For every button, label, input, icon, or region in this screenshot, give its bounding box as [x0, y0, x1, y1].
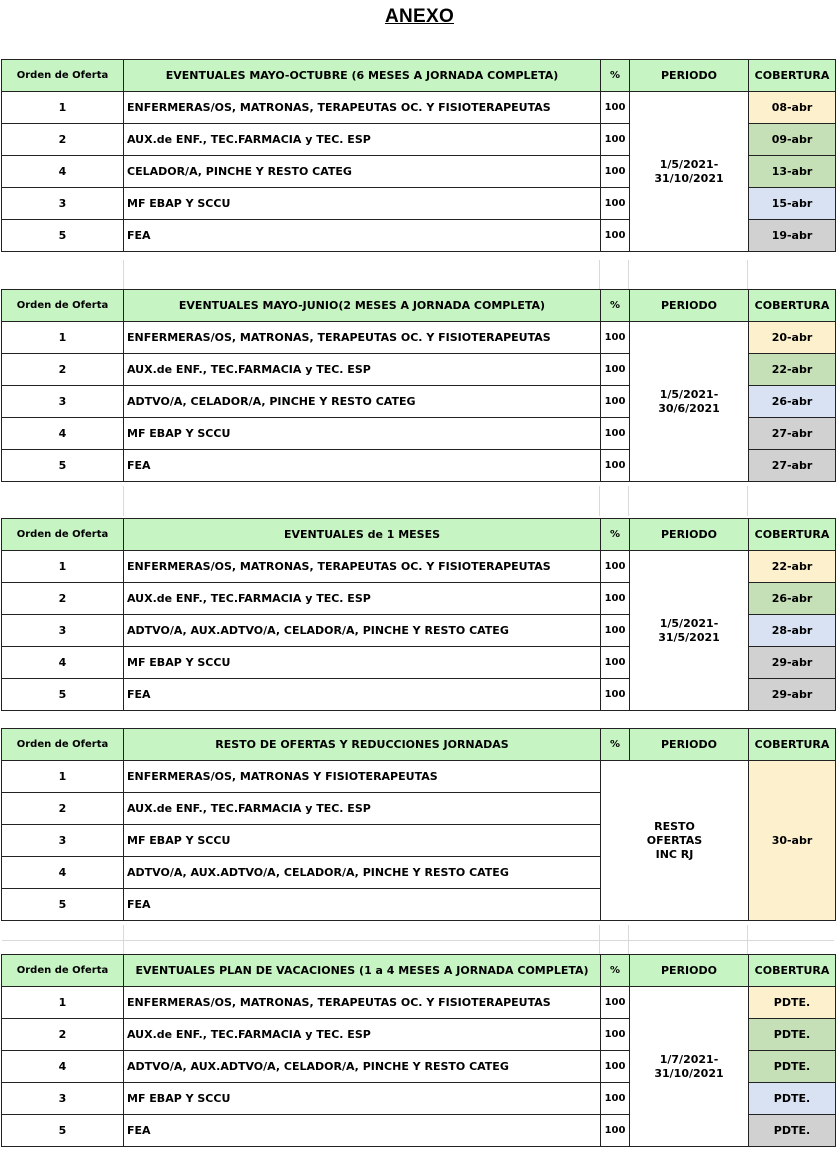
category-cell: FEA — [124, 450, 601, 482]
order-cell: 3 — [2, 825, 124, 857]
pct-cell: 100 — [601, 354, 630, 386]
header-coverage: COBERTURA — [749, 519, 836, 551]
category-cell: CELADOR/A, PINCHE Y RESTO CATEG — [124, 156, 601, 188]
pct-cell: 100 — [601, 551, 630, 583]
pct-cell: 100 — [601, 188, 630, 220]
grid-line — [599, 486, 600, 516]
offer-table — [1, 954, 836, 1147]
pct-cell: 100 — [601, 1115, 630, 1147]
grid-line — [628, 260, 629, 290]
offer-table — [1, 518, 836, 711]
category-cell: FEA — [124, 220, 601, 252]
coverage-cell: 13-abr — [749, 156, 836, 188]
order-cell: 4 — [2, 156, 124, 188]
category-cell: FEA — [124, 679, 601, 711]
order-cell: 4 — [2, 1051, 124, 1083]
header-heading: EVENTUALES MAYO-JUNIO(2 MESES A JORNADA COMPLETA) — [124, 290, 601, 322]
order-cell: 1 — [2, 551, 124, 583]
table-row — [2, 551, 836, 583]
period-cell: 1/7/2021-31/10/2021 — [630, 987, 749, 1147]
order-cell: 1 — [2, 761, 124, 793]
table-row — [2, 761, 836, 793]
category-cell: AUX.de ENF., TEC.FARMACIA y TEC. ESP — [124, 793, 601, 825]
table-header-row — [2, 519, 836, 551]
header-order: Orden de Oferta — [2, 60, 124, 92]
table-header-row — [2, 60, 836, 92]
category-cell: ENFERMERAS/OS, MATRONAS, TERAPEUTAS OC. Y FISIOTERAPEUTAS — [124, 987, 601, 1019]
table-row — [2, 322, 836, 354]
order-cell: 4 — [2, 647, 124, 679]
order-cell: 1 — [2, 92, 124, 124]
category-cell: AUX.de ENF., TEC.FARMACIA y TEC. ESP — [124, 583, 601, 615]
offer-table — [1, 728, 836, 921]
coverage-cell: 20-abr — [749, 322, 836, 354]
coverage-cell: 27-abr — [749, 450, 836, 482]
coverage-cell: 15-abr — [749, 188, 836, 220]
pct-cell: 100 — [601, 583, 630, 615]
header-period: PERIODO — [630, 290, 749, 322]
table-row — [2, 987, 836, 1019]
header-heading: EVENTUALES PLAN DE VACACIONES (1 a 4 MESES A JORNADA COMPLETA) — [124, 955, 601, 987]
coverage-cell: 28-abr — [749, 615, 836, 647]
category-cell: AUX.de ENF., TEC.FARMACIA y TEC. ESP — [124, 124, 601, 156]
grid-line — [2, 940, 834, 941]
header-heading: EVENTUALES de 1 MESES — [124, 519, 601, 551]
order-cell: 1 — [2, 322, 124, 354]
offer-table — [1, 289, 836, 482]
header-pct: % — [601, 955, 630, 987]
table-header-row — [2, 729, 836, 761]
grid-line — [599, 260, 600, 290]
order-cell: 5 — [2, 679, 124, 711]
order-cell: 5 — [2, 889, 124, 921]
pct-cell: 100 — [601, 418, 630, 450]
pct-cell: 100 — [601, 987, 630, 1019]
pct-cell: 100 — [601, 386, 630, 418]
category-cell: ADTVO/A, AUX.ADTVO/A, CELADOR/A, PINCHE Y RESTO CATEG — [124, 615, 601, 647]
coverage-cell: 29-abr — [749, 679, 836, 711]
header-pct: % — [601, 60, 630, 92]
pct-cell: 100 — [601, 220, 630, 252]
order-cell: 3 — [2, 188, 124, 220]
order-cell: 1 — [2, 987, 124, 1019]
coverage-cell: PDTE. — [749, 1115, 836, 1147]
header-heading: RESTO DE OFERTAS Y REDUCCIONES JORNADAS — [124, 729, 601, 761]
order-cell: 2 — [2, 1019, 124, 1051]
header-coverage: COBERTURA — [749, 290, 836, 322]
category-cell: AUX.de ENF., TEC.FARMACIA y TEC. ESP — [124, 354, 601, 386]
header-order: Orden de Oferta — [2, 729, 124, 761]
category-cell: FEA — [124, 889, 601, 921]
grid-line — [747, 260, 748, 290]
header-heading: EVENTUALES MAYO-OCTUBRE (6 MESES A JORNADA COMPLETA) — [124, 60, 601, 92]
coverage-cell: 08-abr — [749, 92, 836, 124]
pct-cell: 100 — [601, 615, 630, 647]
header-pct: % — [601, 729, 630, 761]
coverage-cell: 22-abr — [749, 551, 836, 583]
pct-cell: 100 — [601, 679, 630, 711]
order-cell: 2 — [2, 124, 124, 156]
header-pct: % — [601, 290, 630, 322]
table-row — [2, 92, 836, 124]
header-period: PERIODO — [630, 955, 749, 987]
order-cell: 2 — [2, 354, 124, 386]
coverage-cell: PDTE. — [749, 1051, 836, 1083]
category-cell: MF EBAP Y SCCU — [124, 647, 601, 679]
grid-line — [123, 260, 124, 290]
grid-line — [628, 486, 629, 516]
order-cell: 3 — [2, 1083, 124, 1115]
order-cell: 5 — [2, 1115, 124, 1147]
category-cell: AUX.de ENF., TEC.FARMACIA y TEC. ESP — [124, 1019, 601, 1051]
offer-table — [1, 59, 836, 252]
pct-cell: 100 — [601, 1083, 630, 1115]
category-cell: ENFERMERAS/OS, MATRONAS, TERAPEUTAS OC. Y FISIOTERAPEUTAS — [124, 92, 601, 124]
category-cell: ENFERMERAS/OS, MATRONAS, TERAPEUTAS OC. Y FISIOTERAPEUTAS — [124, 551, 601, 583]
coverage-cell: 27-abr — [749, 418, 836, 450]
header-period: PERIODO — [630, 729, 749, 761]
coverage-cell: PDTE. — [749, 987, 836, 1019]
header-order: Orden de Oferta — [2, 290, 124, 322]
coverage-cell: PDTE. — [749, 1083, 836, 1115]
category-cell: ENFERMERAS/OS, MATRONAS, TERAPEUTAS OC. Y FISIOTERAPEUTAS — [124, 322, 601, 354]
category-cell: FEA — [124, 1115, 601, 1147]
pct-cell: 100 — [601, 124, 630, 156]
pct-cell: 100 — [601, 92, 630, 124]
pct-cell: 100 — [601, 1051, 630, 1083]
page-title: ANEXO — [384, 6, 455, 27]
table-header-row — [2, 290, 836, 322]
category-cell: MF EBAP Y SCCU — [124, 418, 601, 450]
order-cell: 5 — [2, 450, 124, 482]
pct-cell: 100 — [601, 1019, 630, 1051]
period-cell: 1/5/2021-31/5/2021 — [630, 551, 749, 711]
header-order: Orden de Oferta — [2, 955, 124, 987]
header-order: Orden de Oferta — [2, 519, 124, 551]
period-cell: 1/5/2021-31/10/2021 — [630, 92, 749, 252]
order-cell: 3 — [2, 386, 124, 418]
category-cell: ADTVO/A, AUX.ADTVO/A, CELADOR/A, PINCHE Y RESTO CATEG — [124, 1051, 601, 1083]
pct-cell: 100 — [601, 156, 630, 188]
grid-line — [747, 486, 748, 516]
coverage-cell: 19-abr — [749, 220, 836, 252]
header-coverage: COBERTURA — [749, 729, 836, 761]
header-coverage: COBERTURA — [749, 955, 836, 987]
pct-cell: 100 — [601, 322, 630, 354]
header-period: PERIODO — [630, 60, 749, 92]
coverage-cell: 30-abr — [749, 761, 836, 921]
header-pct: % — [601, 519, 630, 551]
table-header-row — [2, 955, 836, 987]
pct-cell: 100 — [601, 450, 630, 482]
header-period: PERIODO — [630, 519, 749, 551]
header-coverage: COBERTURA — [749, 60, 836, 92]
pct-cell: 100 — [601, 647, 630, 679]
coverage-cell: 22-abr — [749, 354, 836, 386]
category-cell: MF EBAP Y SCCU — [124, 188, 601, 220]
coverage-cell: 29-abr — [749, 647, 836, 679]
order-cell: 4 — [2, 418, 124, 450]
category-cell: ADTVO/A, CELADOR/A, PINCHE Y RESTO CATEG — [124, 386, 601, 418]
category-cell: ENFERMERAS/OS, MATRONAS Y FISIOTERAPEUTAS — [124, 761, 601, 793]
coverage-cell: 26-abr — [749, 386, 836, 418]
category-cell: MF EBAP Y SCCU — [124, 825, 601, 857]
grid-line — [123, 486, 124, 516]
coverage-cell: 09-abr — [749, 124, 836, 156]
order-cell: 2 — [2, 793, 124, 825]
coverage-cell: PDTE. — [749, 1019, 836, 1051]
category-cell: MF EBAP Y SCCU — [124, 1083, 601, 1115]
period-cell: RESTO OFERTAS INC RJ — [601, 761, 749, 921]
order-cell: 3 — [2, 615, 124, 647]
category-cell: ADTVO/A, AUX.ADTVO/A, CELADOR/A, PINCHE Y RESTO CATEG — [124, 857, 601, 889]
coverage-cell: 26-abr — [749, 583, 836, 615]
order-cell: 2 — [2, 583, 124, 615]
order-cell: 4 — [2, 857, 124, 889]
order-cell: 5 — [2, 220, 124, 252]
period-cell: 1/5/2021-30/6/2021 — [630, 322, 749, 482]
